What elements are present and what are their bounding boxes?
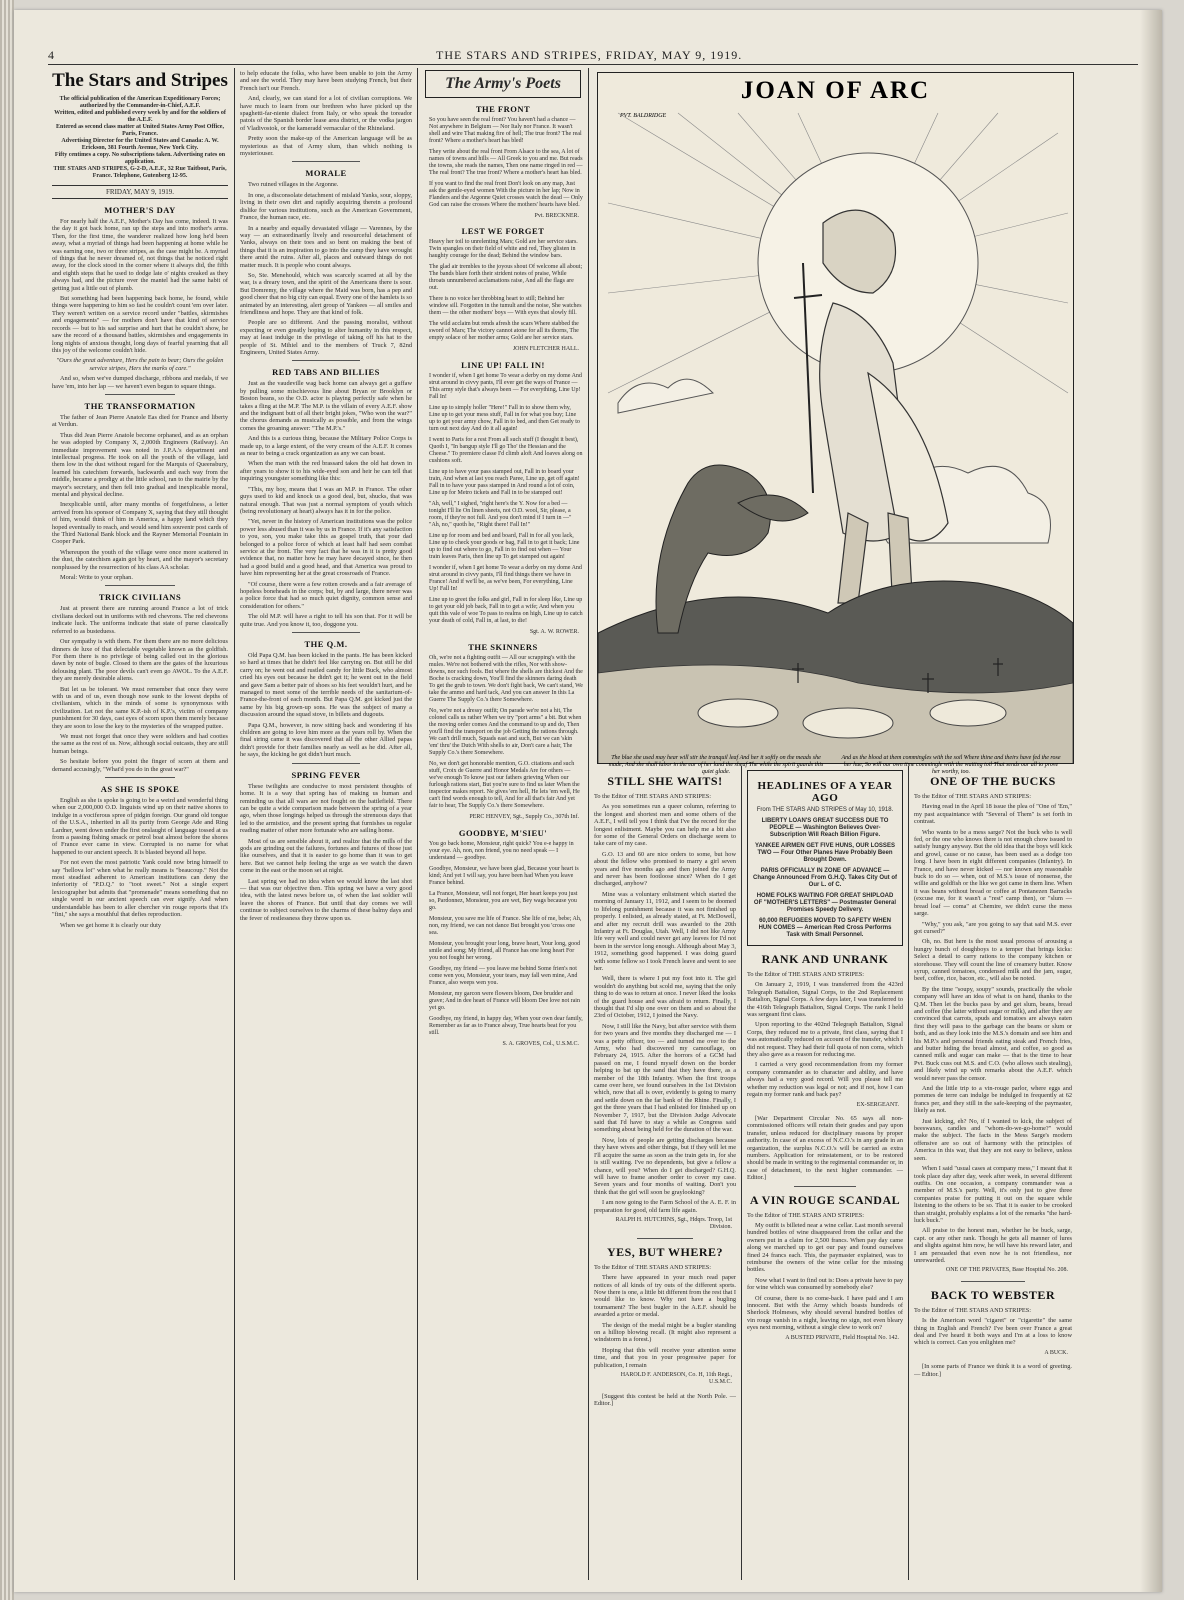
editor-note: [In some parts of France we think it is a word of greeting. — Editor.] (914, 1363, 1072, 1378)
article-paragraph: When I said "usual cases at company mess," I meant that it took place day after day, week after week, in several different outfits. On one occasion, a company commander was a member of M.S.'s party. Well, it's only just to give three companies praise for putting it out on the square while listening to the others to be so. That it is easier to be crooked than straight, probably explains a lot of the remarks "the hard-luck buck." (914, 1165, 1072, 1224)
article-headline: A VIN ROUGE SCANDAL (749, 1192, 901, 1207)
running-head-title: THE STARS AND STRIPES, FRIDAY, MAY 9, 1919. (436, 48, 743, 62)
poem-author: Sgt. A. W. ROWER. (529, 628, 579, 635)
masthead-line: THE STARS AND STRIPES, G-2-D, A.E.F., 32 Rue Taitbout, Paris, France. Telephone, Gutenberg 12-95. (53, 166, 227, 179)
poem-stanza: La France, Monsieur, will not forget, Her heart keeps you just so, Pardonnez, Monsieur, you are wet, Bey wags because you go. (429, 890, 578, 911)
letter-salutation: To the Editor of THE STARS AND STRIPES: (914, 1306, 1032, 1314)
poem-body (423, 373, 583, 625)
article-paragraph: As you sometimes run a queer column, referring to the longest and shortest men and some others of the A.E.F., I will tell you I think that I've the record for the longest enlistment. Maybe you can help me a bit also for some of the General Orders on discharge seem to take care of my case. (594, 803, 736, 848)
poem-stanza: Line up to have your pass stamped out, Fall in to board your train, And when at last you reach Paree, Line up, get off again! Fall in to have your pass stamped in And round a lot of coin, Line up for Metro tickets and Fall in to be stamped out! (429, 468, 580, 496)
poem-body (423, 655, 583, 810)
caption-left: The blue she used may hear will stir the tranquil leaf And her it softly on the meads she made; And she shall labor in the ear of her land the sheaf The while the spirit guards this quiet glade. (608, 755, 824, 775)
article-verse: "Ours the great adventure, Hers the pain to bear; Ours the golden service stripes, Hers the marks of care." (56, 357, 224, 372)
article-paragraph: Hoping that this will receive your attention some time, and that you in your progressive paper for publication, I remain (594, 1346, 736, 1369)
column-rule (588, 68, 589, 1580)
article-paragraph: Now, I still like the Navy, but after service with them for two years and five months they discharged me — I was a petty officer, too — and turned me over to the Army, who had discovered my camouflage, on February 24, 1915. After the horrors of a GCM had passed on me, I found myself down on the border helping to bat up the sand that they have there, as a member of the 18th Infantry. When the first troops came over here, we found ourselves in the 1st Division which, now that all is over, evidently is going to marry and settle down on the far bank of the Rhine. Finally, I got the three years that I had enlisted for finished up on November 7, 1917, but the Division Judge Advocate said that I'd have to stay a while as Congress said something about being held for the duration of the war. (594, 1022, 736, 1134)
article-headline: MOTHER'S DAY (104, 205, 176, 215)
article-paragraph: "This, my boy, means that I was an M.P. in France. The other guys used to kid and knock us a good deal, but, shucks, that was natural enough. That was just a normal symptom of youth which (being revolutionary at heart) always has it in for the police. (240, 485, 412, 515)
divider (292, 763, 361, 764)
poem-title: THE FRONT (475, 104, 531, 114)
newspaper-page (14, 10, 1162, 1592)
article-paragraph: Now what I want to find out is: Does a private have to pay for wine which was consumed by somebody else? (747, 1276, 903, 1292)
divider (961, 1281, 1024, 1282)
poem-stanza: The wild acclaim but rends afresh the scars Where stabbed the sword of Mars; The victory cannot atone for all its thorns, The empty solace of her mother arms; Gold are her service stars. (429, 321, 579, 342)
poem-title: LEST WE FORGET (461, 226, 545, 237)
article-paragraph: And this is a curious thing, because the Military Police Corps is made up, to a large extent, of the very cream of the A.E.F. It comes as near to being a crack organization as any we can boast. (240, 435, 412, 458)
masthead-line: Entered as second class matter at United States Army Post Office, Paris, France. (56, 124, 224, 137)
column-rule (741, 766, 742, 1580)
poem-stanza: Line up to simply holler "Here!" Fall in to show them why, Line up to get your mess stuff, Fall in for what you buy; Line up to get your army chow, Fall in to bed, and then Get ready to turn out next day And do it all again! (429, 404, 580, 432)
article-headline: THE Q.M. (304, 639, 348, 649)
editor-note: [Suggest this contest be held at the North Pole. — Editor.] (594, 1392, 736, 1408)
article-paragraph: English as she is spoke is going to be a weird and wonderful thing when our 2,000,000 O.D. linguists wind up on their native shores to indulge in a vociferous spree of pidgin foreign. Our grand old tongue of the U.S.A., inherited in all its purity from George Ade and Ring Lardner, went down under the first onslaught of language tossed at us from a passing fishing smack or petrol boat almost before the shores of France ever came in view. Corrupted is no name for what happened to our ancient speech. It is blasted beyond all hope. (52, 797, 228, 856)
poem-stanza: Monsieur, you save me life of France. She life of me, bebe; Ah, non, my friend, we can not dance But brought you 'cross one sea. (429, 915, 582, 936)
article-headline: TRICK CIVILIANS (98, 592, 182, 603)
article-paragraph: And, clearly, we can stand for a lot of civilian corruptions. We have much to learn from our brethren who have picked up the spaghetti-far-niente dialect from Italy, or who speak the toreador patois of the Spanish border lease area district, or the vodka jargon of Vladivostok, or the kameradd vernacular of the Rhineland. (240, 95, 412, 132)
letter-signature: EX-SERGEANT. (856, 1101, 899, 1108)
article-paragraph: Upon reporting to the 402nd Telegraph Battalion, Signal Corps, they reduced me to a private, first class, saying that I was automatically reduced on account of the transfer, which I did not request. They had their full quota of non coms, which they also gave as a reason for reducing me. (747, 1021, 903, 1059)
column-poets (423, 70, 583, 1580)
article-headline: BACK TO WEBSTER (930, 1287, 1056, 1302)
masthead-line: Written, edited and published every week by and for the soldiers of the A.E.F. (54, 110, 226, 123)
column-rule (417, 68, 418, 1580)
article-paragraph: So hesitate before you point the finger of scorn at them and demand accusingly, "What'd you do in the great war?" (52, 758, 228, 773)
headline-item: HOME FOLKS WAITING FOR GREAT SHIPLOAD OF "MOTHER'S LETTERS" — Postmaster General Promises Speedy Delivery. (753, 893, 897, 913)
artist-signature: PVT. BALDRIDGE (620, 113, 667, 119)
article-paragraph: I carried a very good recommendation from my former company commander as to character and ability, and have always had a very good record. Will you please tell me whether my reduction was legal or not; and if not, how I can regain my former rank and back pay? (747, 1061, 903, 1099)
caption-right: And as the blood at them commingles with the soil Where thine and theirs have fed the rose her hue, So will our own time commingle with the waiting toil That sends our all to prove her worthy, too. (841, 755, 1061, 775)
article-paragraph: But something had been happening back home, he found, while things were happening to him so fast he couldn't count 'em over later. They weren't written on a service record under "battles, skirmishes and engagements" — for mothers don't have that kind of service records — but to his sad surprise and hurt that he couldn't show, he saw the record of a thousand battles, skirmishes and engagements in long nights of anxious thought, long days of fearful yearning that all this joy of the welcome couldn't hide. (52, 295, 228, 354)
masthead-line: The official publication of the American Expeditionary Forces; authorized by the Commander-in-Chief, A.E.F. (59, 96, 221, 109)
joan-of-arc-drawing (598, 73, 1073, 763)
divider (105, 585, 175, 586)
poem-title: LINE UP! FALL IN! (461, 359, 545, 370)
letter-salutation: To the Editor of THE STARS AND STRIPES: (594, 1263, 712, 1271)
poem-stanza: No, we're not a dressy outfit; On parade we're not a hit, The colonel calls us rather When we try "port arms" a bit. But when the moving order comes And the command to up and do, Then you'll find the transport on the job Getting the rations through. We can't drill much, Squads east and such, But we can 'skin 'em' thru' the Dutch With shells to air, Don't care a hair, The Supply Co.'s there Somewhere. (429, 708, 582, 757)
box-headline: HEADLINES OF A YEAR AGO (757, 780, 893, 804)
article-paragraph: Just kicking, eh? No, if I wanted to kick, the subject of beeswaxes, candles and "whom-do-we-go-home?" would make the subject. The facts in the Mess Sarge's modern offensive are so out of harmony with the principles of America in this war, that they are not easy to believe, unless seen. (914, 1117, 1072, 1162)
article-paragraph: And the little trip to a vin-rouge parlor, where eggs and pommes de terre can indulge be indulged in frequently at 62 francs per, and they still in the safe-keeping of the paymaster, likely as not. (914, 1085, 1072, 1115)
column-6 (914, 768, 1072, 1580)
poem-stanza: Goodbye, Monsieur, we have been glad, Because your heart is kind; And yet I will say, you have been had When you leave France behind. (429, 865, 579, 886)
article-paragraph: The design of the medal might be a bugler standing on a hilltop blowing recall. (It might also represent a windstorm in a forest.) (594, 1321, 736, 1344)
article-paragraph: But let us be tolerant. We must remember that once they were with us and of us, even though now sunk to the lowest depths of civilianism, which in the minds of some is synonymous with civilization. Let not the same K.P.-ish of K.P.'s, victim of company punishment for 30 days, cast eyes of scorn upon them merely because they are soon to lose the key to the mysteries of the wrapped puttee. (52, 685, 228, 730)
article-headline: RED TABS AND BILLIES (272, 367, 380, 378)
joan-of-arc-illustration (597, 72, 1074, 775)
letter-signature: RALPH H. HUTCHINS, Sgt., Hdqrs. Troop, 1st Division. (615, 1216, 732, 1231)
article-paragraph: So, Ste. Menehould, which was scarcely scarred at all by the war, is a dreary town, and the spirit of the Americans there is sour. But Domremy, the village where the Maid was born, has a pep and good cheer that no big city can equal. Every one of the hamlets is so animated by an interesting, alert group of Yankees — all smiles and friendliness and hope. They are that kind of folk. (240, 271, 412, 316)
article-paragraph: Mine was a voluntary enlistment which started the morning of January 11, 1912, and I seem to be doomed to lifelong punishment because it was not finished up properly. I enlisted, as already stated, at Ft. McDowell, and after my recruit drill was awarded to the 20th Infantry at Ft. Douglas, Utah. Well, I did not like Army life very well and could never get any leaves for I'd not been in the service long enough. Although about May 3, 1912, something good happened. I was doing guard with some fellow so I took French leave and went to see her. (594, 890, 736, 972)
article-paragraph: Last spring we had no idea when we would know the last shot — that was our objective then. This spring we have a very good idea, with the latest news before us, of when the last soldier will leave the shores of France. But until that day comes we will continue to subject ourselves to the charms of these balmy days and the fever of restlessness they throw upon us. (240, 877, 412, 922)
article-paragraph: Oh, no. But here is the most usual process of arousing a hungry bunch of doughboys to a temper that brings kicks: Select a detail to carry rations to the company kitchen or storehouse. They will count the line of creamery butter. Know syrup, canned tomatoes, condensed milk and the jam, sugar, beef, coffee, rice, bacon, etc., will also be noted. (914, 938, 1072, 983)
divider (292, 161, 361, 162)
poem-stanza: No, we don't get honorable mention, G.O. citations and such stuff, Croix de Guerre and Honor Medals Are for others — we've enough To know just our fathers grieving When our furlough rations start, But you're sure to find us later When the inspector makes report. Ne gives 'em hell, He lets 'em well, He can't find words enough to tell, And for all that's fair And yet fair to hear, The Supply Co.'s there Somewhere. (429, 761, 580, 810)
article-paragraph: And so, when we've dumped discharge, ribbons and medals, if we have 'em, into her lap — we haven't even begun to square things. (52, 375, 228, 390)
column-rule (908, 766, 909, 1580)
poem-stanza: There is no voice her throbbing heart to still; Behind her window sill. Forgotten in the tumult and the noise, She watches them — the other mothers' boys — With eyes that slowly fill. (429, 296, 582, 317)
article-headline: ONE OF THE BUCKS (930, 774, 1056, 788)
article-paragraph: "Yet, never in the history of American institutions was the police power less abused than it was by us in France. If it's any satisfaction to you, son, you make take this as gospel truth, that your dad belonged to a police force of which at least half had seen combat service at the front. The very fact that he was in it is pretty good evidence that, no matter how he may have decayed since, he then had a good build and a good head, and that America was proud to have him representing her at the great crossroads of France. (240, 518, 412, 578)
poem-stanza: Goodbye, my friend — you leave me behind Some frien's not come wen you, Monsieur, your tears, may fall wen mine, And France, also weeps wen you. (429, 965, 578, 986)
article-paragraph: Whereupon the youth of the village were once more scattered in the dust, the catechism again got by heart, and the mayor's secretary nonplussed by the resurrection of his class AA scholar. (52, 548, 228, 571)
article-paragraph: There have appeared in your much read paper notices of all kinds of try outs of the different sports. Now there is one, a little bit different from the rest that I would like to know. Why not have a bugling tournament? The best bugler in the A.E.F. should be awarded a prize or medal. (594, 1274, 736, 1319)
masthead-line: Fifty centimes a copy. No subscriptions taken. Advertising rates on application. (54, 152, 226, 165)
poem-stanza: I went to Paris for a rest From all such stuff (I thought it best), Quoth I, "In bangup style I'll go Tho' the Hessian and the Cheese." To premiere classe I'd climb aloft And loaves along on cushions soft. (429, 436, 583, 464)
article-paragraph: By the time "soupy, soupy" sounds, practically the whole company will have an idea of what is on hand, thanks to the Q.M. Then let the bucks pass by and get slum, beans, bread and coffee (the latter without sugar or milk), and after they are convinced that carrots, spuds and tomatoes are always eaten first they will pass to the garbage can the beans or slum or both, and as they look into the M.S.'s domain and see him and his M.P.'s and personal friends eating steak and French fries, and butter hiding the bread almost, and coffee, so good as canned milk and sugar can make — that is the time to hear Pvt. Buck cuss out M.S. and C.O. (who allows such stealing), and likely wind up with remarks about the A.E.F. which would never pass the censor. (914, 985, 1072, 1082)
article-paragraph: G.O. 13 and 60 are nice orders to some, but how about the fellow who promised to marry a girl seven years and five months ago and then joined the Army and never has been footloose since? When do I get discharged, anyhow? (594, 850, 736, 888)
letter-salutation: To the Editor of THE STARS AND STRIPES: (747, 1211, 865, 1219)
page-edge-stack (0, 0, 14, 1600)
box-subhead: From THE STARS AND STRIPES of May 10, 1918. (756, 807, 894, 813)
article-paragraph: For not even the most patriotic Yank could now bring himself to say "hellova lot" when what he really means is "beaucoup." Not the most steadfast adherent to American institutions can deny the inferiority of "P.D.Q." to "toot sweet." Not a single expert lexicographer but admits that "promenade" means something that no single word in our ancient speech can ever signify. And when understandable has been to aller chercher vin rouge reports that it's "fini," she says a mouthful that defies reproduction. (52, 859, 228, 919)
poem-stanza: Heavy her toil to unrelenting Mars; Gold are her service stars. Twin spangles on their field of white and red, They glisten in haughty courage for the dead; Behind the window bars. (429, 239, 578, 260)
poem-author: PERC HENVEY, Sgt., Supply Co., 307th Inf. (469, 814, 579, 821)
header-rule (48, 64, 1138, 65)
divider (292, 360, 361, 361)
letter-signature: HAROLD F. ANDERSON, Co. H, 11th Regt., U.S.M.C. (620, 1372, 732, 1386)
poem-stanza: "Ah, well," I sighed, "right here's the Y. Now for a bed — tonight I'll lie On linen sheets, not O.D. wool, Sir, please, a room, if they're not full. And you don't mind if I turn in —" "Ah, no," quoth he, "Right there! Fall In!" (429, 500, 572, 528)
poem-title: GOODBYE, M'SIEU' (458, 827, 548, 838)
divider (105, 394, 175, 395)
letter-signature: ONE OF THE PRIVATES, Base Hospital No. 208. (945, 1267, 1068, 1274)
article-paragraph: Of course, there is no come-back. I have paid and I am innocent. But with the Army which boasts hundreds of Sherlock Holmeses, why should several hundred bottles of vin rouge vanish in a night, leaving no sign, not even bleary eyes next morning, without a single clew to work on? (747, 1294, 903, 1332)
article-paragraph: People are so different. And the passing moralist, without expecting or even greatly hoping to alter humanity in this respect, may at least indulge in the privilege of taking off his hat to the people of St. Mihiel and to the members of Truck 7, 82nd Engineers, United States Army. (240, 319, 412, 356)
poem-stanza: I wonder if, when I get home To wear a derby on my dome And strut around in civvy pants, I'll find things there we have in France! And if we'll be, as we've been, For everything, Line Up! Fall In! (429, 564, 582, 592)
divider (794, 1186, 856, 1187)
article-paragraph: The old M.P. will have a right to tell his son that. For it will be quite true. And you know it, too, doggone you. (240, 613, 412, 628)
article-headline: RANK AND UNRANK (761, 952, 889, 966)
article-paragraph: All praise to the honest man, whether he be buck, sarge, capt. or any other rank. Though he gets all manner of lures and slights against him now, he will have his reward later, and I am persuaded that even now he is not friendless, nor unrewarded. (914, 1227, 1072, 1264)
letter-signature: A BUSTED PRIVATE, Field Hospital No. 142. (785, 1334, 899, 1341)
article-paragraph: Well, there is where I put my foot into it. The girl wouldn't do anything but scold me, saying that the only thing to do was to return at once. I never liked the looks of the guard house and was afraid to return. Finally, I thought that I'd slip one over on them and so about the 23rd of October, 1912, I joined the Navy. (594, 975, 736, 1020)
letter-salutation: To the Editor of THE STARS AND STRIPES: (594, 793, 712, 800)
poem-stanza: Line up for room and bed and board, Fall in for all you lack, Line up to check your goods or bag, Fall in to get it back; Line up to find out where to go, Fall in to find out when — Your train leaves Paris, then line up To get stamped out again! (429, 532, 580, 560)
poem-title: THE SKINNERS (468, 642, 538, 653)
poem-stanza: You go back home, Monsieur, right quick? You e-e happy in your eye. Ah, non, non friend, you no need speak — I understand — goodbye. (429, 840, 574, 861)
article-paragraph: When the man with the red brassard takes the old hat down in after years to show it to his wide-eyed son and heir he can tell that inquiring youngster something like this: (240, 460, 412, 483)
editor-note: [War Department Circular No. 65 says all non-commissioned officers will retain their grades and pay upon transfer, unless reduced for disciplinary reasons by proper authority. In case of an excess of N.C.O.'s in any grade in an organization, the surplus N.C.O.'s will be carried as extra numbers. Application for reinstatement, or to be restored should be made in writing to the regimental commander or, in case of detachment, to the next higher commander. — Editor.] (747, 1114, 903, 1182)
masthead-title: The Stars and Stripes (52, 70, 228, 91)
article-paragraph: I am now going to the Farm School of the A. E. F. in preparation for good, old farm life again. (594, 1199, 736, 1214)
poem-stanza: I wonder if, when I get home To wear a derby on my dome And strut around in civvy pants, I'll ever get the ways of France — This army style that's always been — For everything, Line Up! Fall In! (429, 372, 582, 400)
poem-body (423, 117, 583, 209)
article-paragraph: "Why," you ask, "are you going to say that said M.S. ever got cursed?" (914, 920, 1072, 935)
article-paragraph: Our sympathy is with them. For them there are no more delicious dinners de luxe of that delectable vegetable known as the goldfish. For them there is no privilege of being called out in the glorious dawn by note of bugle. Closed to them are the gates of the luxurious delousing plant. The poor devils can't even go AWOL. To the A.E.F. they are merely desirable aliens. (52, 638, 228, 683)
article-paragraph: My outfit is billeted near a wine cellar. Last month several hundred bottles of wine disappeared from the cellar and the owners put in a claim for 2,500 francs. When pay day came along we marched up to get our pay and found ourselves fined 24 francs each. This, the paymaster explained, was to reimburse the owners of the wine cellar for the missing bottles. (747, 1221, 903, 1274)
article-paragraph: Having read in the April 18 issue the plea of "One of 'Em," my past acquaintance with "Several of Them" is set forth in contrast. (914, 803, 1072, 826)
article-paragraph: Most of us are sensible about it, and realize that the mills of the gods are grinding out the failures, fortunes and futures of those just like ourselves, and that it is easier to go home than it was to get here. But we cannot help feeling the urge as we watch the dawn come in the east or the moon set at night. (240, 837, 412, 875)
article-paragraph: Now, lots of people are getting discharges because they have wives and other things, but if they will let me I'll acquire the same as soon as the train gets in, for she is still waiting. I've no dependents, but give a fellow a chance, will you? When do I get discharged? G.H.Q. will have to frame another order to cover my case. Seven years and four months of waiting. Don't you think that the girl will soon be graylooking? (594, 1136, 736, 1196)
article-paragraph: to help educate the folks, who have been unable to join the Army and see the world. They may have been studying French, but their French isn't our French. (240, 70, 412, 92)
page-number: 4 (48, 48, 55, 62)
divider (292, 632, 361, 633)
article-headline: THE TRANSFORMATION (84, 400, 196, 411)
column-4 (594, 768, 736, 1580)
article-paragraph: Just as the vaudeville wag back home can always get a guffaw by pulling some mischievous line about Bryan or Brooklyn or Boston beans, so the O.D. actor is playing perfectly safe when he takes a fling at the M.P. The M.P. is the villain of every A.E.F. show and the indignant butt of all their bright jokes, "Who won the war?" the chorus demands as musically as possible, and from the wings comes the groaning answer: "The M.P.'s." (240, 380, 412, 432)
article-paragraph: Is the American word "cigaret" or "cigarette" the same thing in English and French? I've been over France a great deal and I've heard it both ways and I'm at a loss to know which is correct. Can you enlighten me? (914, 1317, 1072, 1347)
article-paragraph: Thus did Jean Pierre Anatole become orphaned, and as an orphan he was adopted by Company X, 2,000th Engineers (Railway). An immediate improvement was noted in J.P.A.'s department and intellectual progress. He took on all the youth of the village, laid them low in the dust without regard for the Marquis of Queensbury, learned his catechism forwards, backwards and each way from the middle, became a prodigy at the little school, ran to the mairie by the mayor's secretary, and then fell into gradual and inexplicable moral, mental and physical decline. (52, 431, 228, 498)
headlines-box (747, 770, 903, 946)
letter-signature: A BUCK. (1044, 1349, 1068, 1356)
article-paragraph: Two ruined villages in the Argonne. (248, 181, 339, 189)
article-headline: MORALE (305, 168, 347, 179)
letter-salutation: To the Editor of THE STARS AND STRIPES: (747, 971, 865, 978)
column-5 (747, 770, 903, 1580)
article-paragraph: Pretty soon the make-up of the American language will be as mysterious as that of Army slum, than which nothing is mysteriouser. (240, 135, 412, 158)
article-headline: AS SHE IS SPOKE (100, 784, 180, 794)
poem-stanza: Monsieur, my garcon were flowers bloom, Dee brudder and grave; And in dee heart of France will bloom Dee love not rain yet go. (429, 990, 580, 1011)
article-paragraph: Old Papa Q.M. has been kicked in the pants. He has been kicked so hard at times that he didn't feel like carrying on. But still he did carry on; he went out and rustled candy for little Buck, who almost cried his eyes out because he didn't get it; he went out in the field and gave Sam a better pair of shoes so his feet wouldn't hurt, and he managed to meet some of the terrible needs of the sanitarium-of-France-the-front of each month. But Papa Q.M. got kicked just the same by his big grown-up sons. He was the subject of many a discussion around the squad stove, in billets and dugouts. (240, 652, 412, 719)
letter-salutation: To the Editor of THE STARS AND STRIPES: (914, 793, 1032, 800)
divider (637, 1238, 694, 1239)
headline-item: 60,000 REFUGEES MOVED TO SAFETY WHEN HUN COMES — American Red Cross Performs Task with Small Personnel. (758, 918, 892, 938)
illustration-title: JOAN OF ARC (740, 77, 931, 104)
article-paragraph: These twilights are conducive to most persistent thoughts of home. It is a way that spring has of making us human and reminding us that all wars are not fought on the battlefield. There can be quite a wide comparison made between the spring of a year ago, when those longings helped us through the strenuous days that led to the armistice, and the present spring that furnishes us regular reading matter of other more fortunate who are sailing home. (240, 782, 412, 835)
article-paragraph: "Of course, there were a few rotten crowds and a fair average of hopeless boneheads in the corps; but, by and large, there never was a police force that had so much quiet dignity, common sense and consideration for others." (240, 580, 412, 610)
column-2 (240, 70, 412, 1580)
poem-stanza: Goodbye, my friend, in happy day, When your own dear family, Remember as far as to France alway, True hearts beat for you still. (429, 1015, 583, 1036)
article-paragraph: Who wants to be a mess sarge? Not the buck who is well fed, or the one who knows there is not enough chow issued to satisfy hungry anyway. But the old idea that the boys will kick and growl, cause or no cause, has been used as a dodge too long. I have been in eight different companies (Infantry). In France, and have never kicked — nor known any reasonable buck to do so — when, out of M.S.'s issue of nonsense, the willie and goldfish or the like we got came in them line. When it was beans without bread or coffee at Pontanezen Barracks (excuse me, for it wasn't a "rest" camp then), or "slum — bread loaf — coma" at Chemire, we didn't curse the mess sarge. (914, 828, 1072, 918)
article-paragraph: In a nearby and equally devastated village — Varennes, by the way — an extraordinarily lively and resourceful detachment of Yanks, always on their toes and so bent on making the best of things that it is an inspiration to go into the camp they have wrought there amid the ruins. After all, places and outward things do not matter much. It is people who count always. (240, 224, 412, 269)
page-fold-shadow (1140, 10, 1162, 1592)
article-paragraph: Papa Q.M., however, is now sitting back and wondering if his children are going to love him more as the years roll by. When the final siring came it was discovered that all the other Allied papas didn't provide for their families nearly as well as he did. After all, he says, the kicking he got didn't hurt much. (240, 721, 412, 759)
column-rule (234, 68, 235, 1580)
dateline: FRIDAY, MAY 9, 1919. (52, 185, 228, 199)
article-paragraph: Just at present there are running around France a lot of trick civilians decked out in uniforms with red chevrons. The red chevrons indicate luck. The uniforms indicate that state of purse classically referred to as busteduess. (52, 605, 228, 635)
article-paragraph: In one, a disconsolate detachment of mislaid Yanks, sour, sloppy, living in their own dirt and rapidly acquiring therein a profound dislike for various institutions, such as the American Government, France, the human race, etc. (240, 191, 412, 222)
poem-author: JOHN FLETCHER HALL. (512, 346, 579, 353)
poem-body (423, 841, 583, 1037)
article-paragraph: On January 2, 1919, I was transferred from the 423rd Telegraph Battalion, Signal Corps, to the 2nd Replacement Battalion, Signal Corps. A few days later, I was transferred to the 416th Telegraph Battalion, Signal Corps. The rank I held was sergeant first class. (747, 981, 903, 1019)
poem-author: Pvt. BRECKNER. (534, 213, 579, 219)
headline-item: LIBERTY LOAN'S GREAT SUCCESS DUE TO PEOPLE — Washington Believes Over-Subscription Will Reach Billion Figure. (761, 818, 889, 838)
column-1 (52, 70, 228, 1580)
article-paragraph: Inexplicable until, after many months of forgetfulness, a letter arrived from his sponsor of Company X, saying that they still thought of him, would think of him in America, a happy land which they hoped eventually to reach, and would send him souvenir post cards of the Third National Bank block and the Rayner Memorial Fountain in Cooper Park. (52, 501, 228, 546)
poem-stanza: Oh, we're not a fighting outfit — All our scrapping's with the mules. We're not bothered with the rifles, Nor with show-downs, nor such fools. But where the shells are thickest And the Boche is cracking down, You'll find the skinners daring death To get the grub to town. We don't fight back, We can't stand, We take the ammo and hard tack, And you can answer In this La Guerre The Supply Co.'s there Somewhere. (429, 655, 583, 704)
masthead-line: Advertising Director for the United States and Canada: A. W. Erickson, 381 Fourth Avenue, New York City. (61, 138, 219, 151)
poets-banner: The Army's Poets (425, 70, 581, 98)
poem-stanza: The glad air trembles to the joyous shout Of welcome all about; The bands blare forth their strident notes of praise, While throats unnumbered acclamations raise, And all the flags are out. (429, 264, 583, 292)
article-paragraph: The father of Jean Pierre Anatole Eas died for France and liberty at Verdun. (52, 413, 228, 429)
article-headline: SPRING FEVER (291, 769, 361, 780)
headline-item: YANKEE AIRMEN GET FIVE HUNS, OUR LOSSES TWO — Four Other Planes Have Probably Been Brought Down. (755, 843, 895, 863)
article-headline: YES, BUT WHERE? (606, 1244, 724, 1259)
poem-stanza: They write about the real front From Alsace to the sea, A lot of names of towns and hills — All Greek to you and me. But reads the towns, she reads the names, Then one name ringed in red — The real front? The true front? Where a mother's heart has bled. (429, 149, 583, 176)
poem-stanza: Line up to greet the folks and girl, Fall in for sleep like, Line up to get your old job back, Fall in to get a wife; And when you quit this vale of woe To pass to realms on high, Line up to catch your death of cold, Fall in, at last, to die! (429, 596, 583, 624)
article-paragraph: We must not forget that once they were soldiers and had cooties the same as the rest of us. Now, although social outcasts, they are still human beings. (52, 732, 228, 755)
poem-author: S. A. GROVES, Col., U.S.M.C. (502, 1040, 579, 1047)
article-paragraph: Moral: Write to your orphan. (60, 574, 133, 582)
poem-stanza: If you want to find the real front Don't look on any map, Just ask the gentle-eyed women With the picture in her lap; Now in Flanders and the Argonne Quiet crosses watch the dead — Only God can raise the crosses Where the mothers' hearts have bled. (429, 181, 583, 208)
article-headline: STILL SHE WAITS! (607, 774, 723, 788)
headline-item: PARIS OFFICIALLY IN ZONE OF ADVANCE — Change Announced From G.H.Q. Takes City Out of Our L. of C. (752, 868, 897, 888)
article-paragraph: For nearly half the A.E.F., Mother's Day has come, indeed. It was the day it got back home, ran up the steps and into mother's arms. Then, for the first time, the wanderer realized how long he'd been away, what a myriad of things had been happening at home while he was earning one, two or three stripes, as the case might be. A myriad of things that he never dreamed of, not things that he noticed right away, for the clock stood in the corner where it always did, the fifth and eighth steps that he used to dodge late o' nights creaked as they always had, and the picture over the mantel had the same habit of getting just a little out of plumb. (52, 218, 228, 292)
poem-body (423, 239, 583, 342)
divider (105, 777, 175, 778)
article-paragraph: When we get home it is clearly our duty (60, 921, 162, 929)
poem-stanza: So you have seen the real front? You haven't had a chance — Not anywhere in Belgium — Nor Italy nor France. It wasn't shell and wire That making fire of hell; The true front? The real front? Where a mother's heart has bled! (429, 117, 582, 144)
poem-stanza: Monsieur, you brought your long, brave heart, Your long, good smile and song; My friend, all France has one long heart For you not fought her wrong. (429, 940, 581, 961)
